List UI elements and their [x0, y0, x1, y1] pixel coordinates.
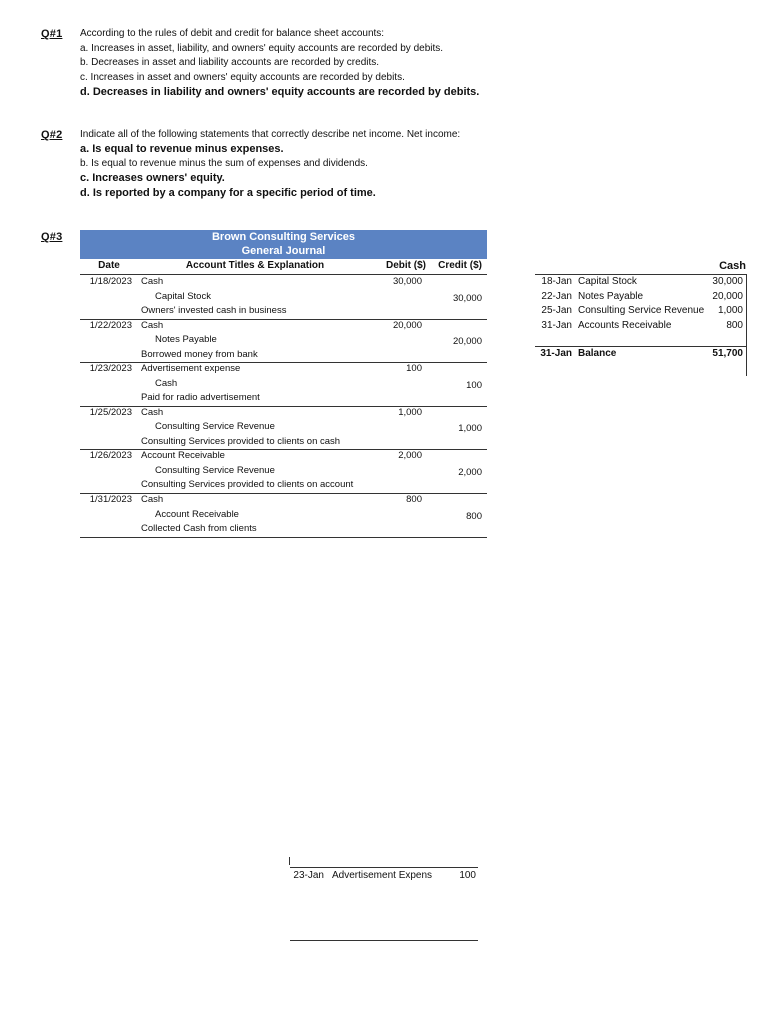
journal-explanation: Consulting Services provided to clients on cash — [141, 435, 341, 447]
cash-ledger-amount: 800 — [726, 319, 743, 331]
question-2-label: Q#2 — [41, 129, 63, 141]
credit-side-tick — [289, 857, 290, 865]
journal-header-date: Date — [98, 260, 120, 271]
question-2-prompt: Indicate all of the following statements that correctly describe net income. Net income: — [80, 129, 461, 140]
question-2-option-d: d. Is reported by a company for a specific period of time. — [80, 187, 376, 199]
journal-entry-date: 1/18/2023 — [89, 276, 132, 287]
journal-debit-account: Cash — [141, 319, 164, 331]
question-1-option-a: a. Increases in asset, liability, and owners' equity accounts are recorded by debits. — [80, 43, 444, 54]
credit-side-top-rule — [290, 867, 478, 868]
cash-ledger-balance-rule — [535, 346, 746, 347]
journal-debit-account: Cash — [141, 406, 164, 418]
credit-side-bottom-rule — [290, 940, 478, 941]
question-1-option-d: d. Decreases in liability and owners' equity accounts are recorded by debits. — [80, 86, 480, 98]
journal-explanation: Owners' invested cash in business — [141, 305, 287, 316]
journal-debit-account: Advertisement expense — [141, 363, 241, 375]
credit-side-account: Advertisement Expens — [332, 870, 433, 881]
journal-credit-account: Notes Payable — [155, 334, 217, 346]
cash-ledger-top-rule — [535, 274, 746, 275]
cash-ledger-date: 25-Jan — [541, 305, 572, 316]
cash-ledger-divider — [746, 274, 747, 376]
journal-debit-amount: 100 — [406, 363, 422, 375]
journal-entry-date: 1/31/2023 — [89, 494, 132, 505]
cash-ledger-date: 22-Jan — [541, 290, 572, 302]
cash-ledger-account: Consulting Service Revenue — [578, 305, 705, 316]
question-2-option-c: c. Increases owners' equity. — [80, 172, 225, 184]
journal-explanation: Paid for radio advertisement — [141, 392, 260, 404]
journal-credit-amount: 2,000 — [458, 466, 482, 478]
journal-explanation: Consulting Services provided to clients on account — [141, 479, 354, 491]
cash-ledger-account: Accounts Receivable — [578, 319, 672, 331]
journal-debit-account: Account Receivable — [141, 450, 225, 462]
journal-entry-date: 1/22/2023 — [89, 319, 132, 331]
cash-ledger-account: Capital Stock — [578, 276, 637, 287]
cash-ledger-title: Cash — [719, 260, 746, 272]
cash-balance-date: 31-Jan — [540, 348, 572, 359]
journal-debit-amount: 30,000 — [392, 276, 422, 287]
journal-entry-date: 1/23/2023 — [89, 363, 132, 375]
cash-ledger-amount: 30,000 — [712, 276, 743, 287]
cash-ledger-date: 31-Jan — [541, 319, 572, 331]
cash-ledger-date: 18-Jan — [541, 276, 572, 287]
question-1-label: Q#1 — [41, 28, 63, 40]
journal-credit-account: Account Receivable — [155, 508, 239, 520]
journal-credit-account: Consulting Service Revenue — [155, 421, 275, 433]
credit-side-amount: 100 — [459, 870, 476, 881]
journal-header-debit: Debit ($) — [386, 260, 426, 271]
journal-entry-date: 1/25/2023 — [89, 406, 132, 418]
cash-ledger-amount: 1,000 — [717, 305, 743, 316]
journal-credit-account: Cash — [155, 377, 178, 389]
journal-header-rule — [80, 274, 487, 275]
journal-credit-amount: 30,000 — [452, 292, 482, 304]
journal-entry-date: 1/26/2023 — [89, 450, 132, 462]
journal-credit-amount: 20,000 — [452, 336, 482, 348]
question-1-prompt: According to the rules of debit and credit for balance sheet accounts: — [80, 28, 385, 39]
journal-header-credit: Credit ($) — [438, 260, 482, 271]
journal-title: General Journal — [241, 245, 326, 257]
journal-debit-account: Cash — [141, 494, 164, 505]
journal-debit-amount: 20,000 — [392, 319, 422, 331]
journal-debit-amount: 2,000 — [398, 450, 422, 462]
credit-side-date: 23-Jan — [293, 870, 324, 881]
question-3-label: Q#3 — [41, 231, 63, 243]
cash-balance-amount: 51,700 — [712, 348, 743, 359]
question-2-option-a: a. Is equal to revenue minus expenses. — [80, 143, 284, 155]
question-1-option-c: c. Increases in asset and owners' equity accounts are recorded by debits. — [80, 72, 405, 83]
journal-explanation: Collected Cash from clients — [141, 523, 257, 534]
journal-entry-rule — [80, 537, 487, 538]
journal-credit-account: Consulting Service Revenue — [155, 464, 275, 476]
journal-banner — [80, 230, 487, 259]
journal-debit-account: Cash — [141, 276, 164, 287]
cash-ledger-account: Notes Payable — [578, 290, 644, 302]
journal-debit-amount: 800 — [406, 494, 422, 505]
journal-credit-amount: 1,000 — [458, 423, 482, 435]
question-1-option-b: b. Decreases in asset and liability accounts are recorded by credits. — [80, 57, 380, 68]
journal-header-account: Account Titles & Explanation — [185, 260, 325, 271]
journal-explanation: Borrowed money from bank — [141, 348, 258, 360]
journal-credit-amount: 800 — [466, 510, 482, 522]
journal-credit-account: Capital Stock — [155, 290, 211, 302]
cash-ledger-amount: 20,000 — [712, 290, 743, 302]
journal-debit-amount: 1,000 — [398, 406, 422, 418]
journal-credit-amount: 100 — [466, 379, 482, 391]
cash-balance-label: Balance — [578, 348, 617, 359]
journal-company-name: Brown Consulting Services — [211, 231, 356, 243]
question-2-option-b: b. Is equal to revenue minus the sum of expenses and dividends. — [80, 158, 368, 169]
